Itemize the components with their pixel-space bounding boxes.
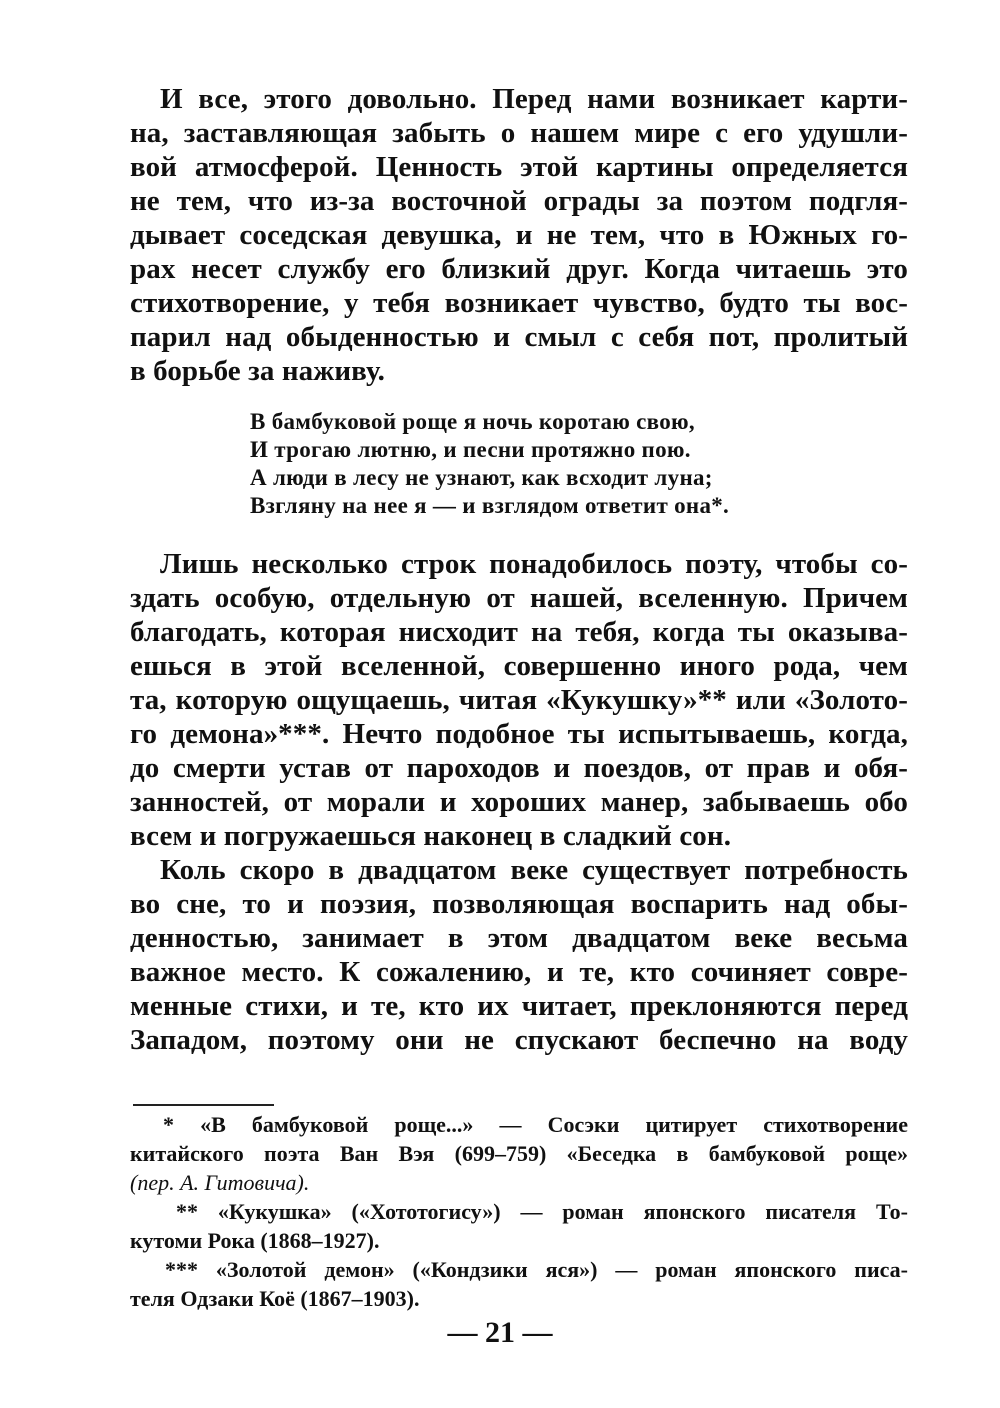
text-line: менные стихи, и те, кто их читает, преклоняются перед xyxy=(130,990,908,1022)
text-line: ешься в этой вселенной, совершенно иного рода, чем xyxy=(130,650,908,682)
poem-line: В бамбуковой роще я ночь коротаю свою, xyxy=(250,409,695,434)
text-line: денностью, занимает в этом двадцатом веке весьма xyxy=(130,922,908,954)
footnote-2-line: ** «Кукушка» («Хототогису») — роман японского писателя То- xyxy=(176,1199,908,1224)
footnote-3-line: *** «Золотой демон» («Кондзики яся») — роман японского писа- xyxy=(165,1257,908,1282)
text-line: дывает соседская девушка, и не тем, что в Южных го- xyxy=(130,219,908,251)
text-line: парил над обыденностью и смыл с себя пот, пролитый xyxy=(130,321,908,353)
text-line: Лишь несколько строк понадобилось поэту, чтобы со- xyxy=(160,548,908,580)
footnote-2-line: кутоми Рока (1868–1927). xyxy=(130,1228,380,1253)
text-line: стихотворение, у тебя возникает чувство, будто ты вос- xyxy=(130,287,908,319)
footnote-1-line: * «В бамбуковой роще...» — Сосэки цитирует стихотворение xyxy=(163,1112,908,1137)
page-number: — 21 — xyxy=(447,1316,553,1349)
text-line: благодать, которая нисходит на тебя, когда ты оказыва- xyxy=(130,616,908,648)
text-line: на, заставляющая забыть о нашем мире с его удушли- xyxy=(130,117,908,149)
footnote-divider xyxy=(133,1104,274,1106)
text-line: Западом, поэтому они не спускают беспечно на воду xyxy=(130,1024,908,1056)
text-line: важное место. К сожалению, и те, кто сочиняет совре- xyxy=(130,956,908,988)
text-line: вой атмосферой. Ценность этой картины определяется xyxy=(130,151,908,183)
poem-line: И трогаю лютню, и песни протяжно пою. xyxy=(250,437,691,462)
text-line: в борьбе за наживу. xyxy=(130,355,385,387)
text-line: рах несет службу его близкий друг. Когда читаешь это xyxy=(130,253,908,285)
text-line: всем и погружаешься наконец в сладкий сон. xyxy=(130,820,732,852)
footnote-1-line: китайского поэта Ван Вэя (699–759) «Беседка в бамбуковой роще» xyxy=(130,1141,908,1166)
poem-line: Взгляну на нее я — и взглядом ответит она*. xyxy=(250,493,730,518)
poem-line: А люди в лесу не узнают, как всходит луна; xyxy=(250,465,713,490)
text-line: до смерти устав от пароходов и поездов, от прав и обя- xyxy=(130,752,908,784)
text-line: Коль скоро в двадцатом веке существует потребность xyxy=(160,854,908,886)
text-line: во сне, то и поэзия, позволяющая воспарить над обы- xyxy=(130,888,908,920)
text-line: И все, этого довольно. Перед нами возникает карти- xyxy=(160,83,908,115)
text-line: здать особую, отдельную от нашей, вселенную. Причем xyxy=(130,582,908,614)
footnote-3-line: теля Одзаки Коё (1867–1903). xyxy=(130,1286,420,1311)
text-line: та, которую ощущаешь, читая «Кукушку»** или «Золото- xyxy=(130,684,908,716)
text-line: го демона»***. Нечто подобное ты испытываешь, когда, xyxy=(130,718,908,750)
text-line: занностей, от морали и хороших манер, забываешь обо xyxy=(130,786,908,818)
text-line: не тем, что из-за восточной ограды за поэтом подгля- xyxy=(130,185,908,217)
footnote-1-line: (пер. А. Гитовича). xyxy=(130,1170,310,1195)
